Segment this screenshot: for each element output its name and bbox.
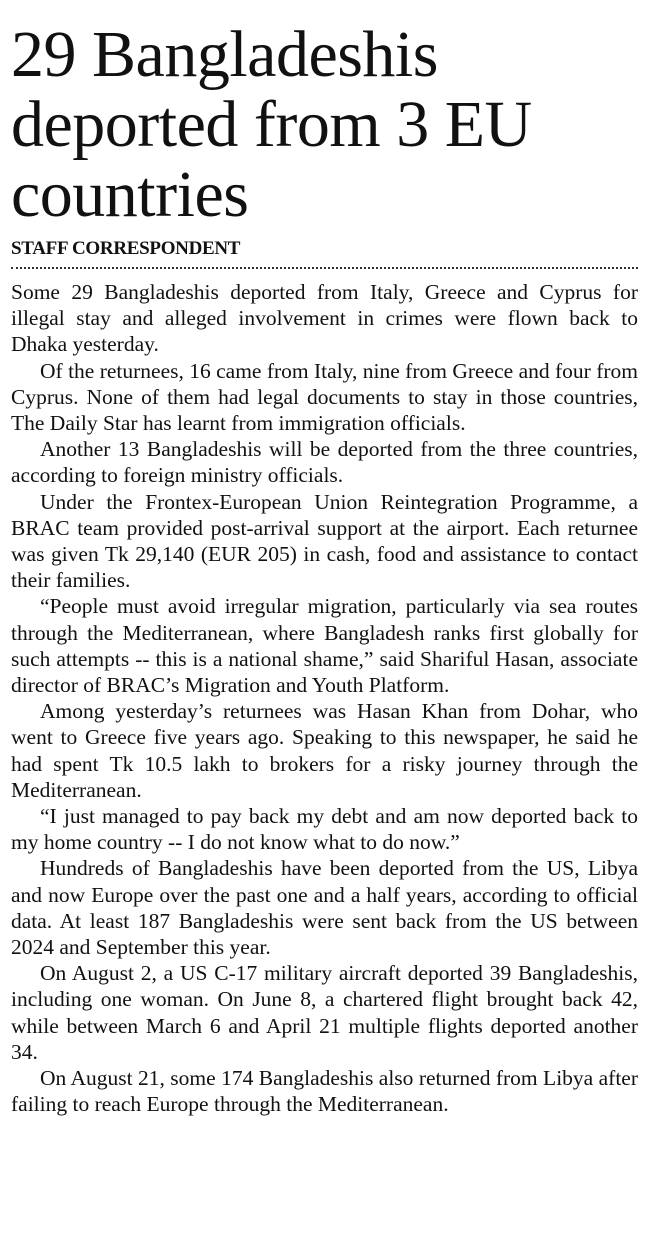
paragraph: On August 2, a US C-17 military aircraft deported 39 Bangladeshis, including one woman. On June 8, a chartered flight brought back 42, while between March 6 and April 21 multiple flights deported another 34. — [11, 961, 638, 1064]
paragraph: Under the Frontex-European Union Reintegration Programme, a BRAC team provided post-arrival support at the airport. Each returnee was given Tk 29,140 (EUR 205) in cash, food and assistance to contact their families. — [11, 489, 638, 593]
paragraph: “People must avoid irregular migration, particularly via sea routes through the Mediterranean, where Bangladesh ranks first globally for such attempts -- this is a national shame,” said Shariful Hasan, associate director of BRAC’s Migration and Youth Platform. — [11, 594, 638, 698]
paragraph: Among yesterday’s returnees was Hasan Khan from Dohar, who went to Greece five years ago. Speaking to this newspaper, he said he had spent Tk 10.5 lakh to brokers for a risky journey through the Mediterranean. — [11, 699, 638, 802]
paragraph: “I just managed to pay back my debt and am now deported back to my home country -- I do not know what to do now.” — [11, 804, 638, 855]
paragraph: Another 13 Bangladeshis will be deported from the three countries, according to foreign ministry officials. — [11, 437, 638, 488]
paragraph: Of the returnees, 16 came from Italy, nine from Greece and four from Cyprus. None of them had legal documents to stay in those countries, The Daily Star has learnt from immigration officials. — [11, 358, 638, 436]
paragraph: Hundreds of Bangladeshis have been deported from the US, Libya and now Europe over the past one and a half years, according to official data. At least 187 Bangladeshis were sent back from the US between 2024 and September this year. — [11, 856, 638, 960]
dotted-divider — [11, 267, 638, 269]
paragraph: On August 21, some 174 Bangladeshis also returned from Libya after failing to reach Europe through the Mediterranean. — [11, 1066, 638, 1117]
paragraph: Some 29 Bangladeshis deported from Italy, Greece and Cyprus for illegal stay and alleged involvement in crimes were flown back to Dhaka yesterday. — [11, 280, 638, 357]
article-body — [11, 279, 638, 1118]
article — [11, 20, 638, 1118]
headline: 29 Bangladeshis deported from 3 EU countries — [11, 18, 532, 231]
byline: STAFF CORRESPONDENT — [11, 238, 241, 259]
